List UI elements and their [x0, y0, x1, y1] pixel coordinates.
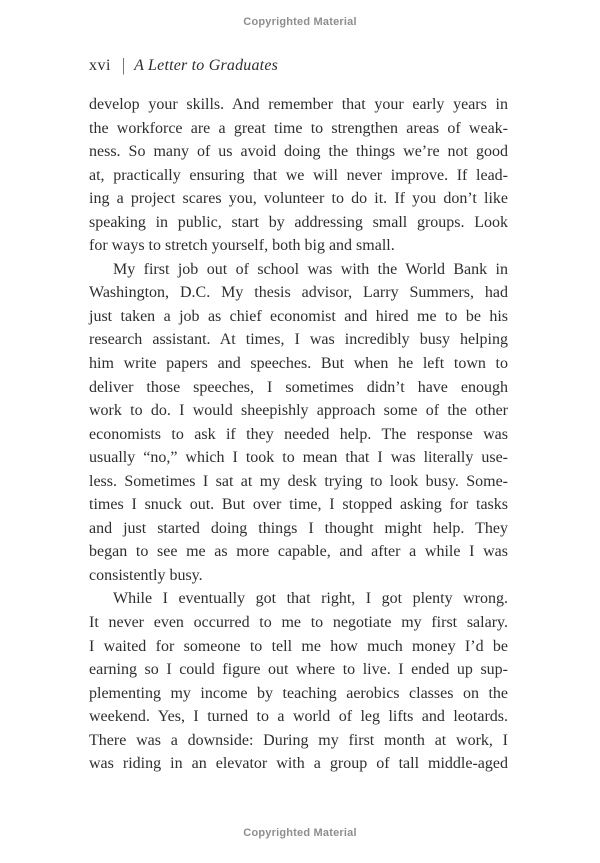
text-line: develop your skills. And remember that your early years in: [89, 96, 508, 113]
text-line: just taken a job as chief economist and hired me to be his: [89, 307, 508, 325]
text-line: speaking in public, start by addressing small groups. Look: [89, 213, 508, 231]
page-number: xvi: [89, 57, 111, 74]
text-line: the workforce are a great time to strengthen areas of weak-: [89, 119, 508, 137]
text-line: My first job out of school was with the World Bank in: [113, 260, 508, 278]
text-line: deliver those speeches, I sometimes didn’t have enough: [89, 378, 508, 396]
text-line: earning so I could figure out where to live. I ended up sup-: [89, 661, 508, 679]
chapter-title: A Letter to Graduates: [134, 57, 279, 74]
copyright-notice-top: Copyrighted Material: [243, 16, 357, 28]
text-line: usually “no,” which I took to mean that I was literally use-: [89, 449, 508, 467]
text-line: There was a downside: During my first month at work, I: [89, 731, 508, 749]
body-text: [89, 93, 508, 776]
text-line: and just started doing things I thought might help. They: [89, 519, 508, 537]
page-header: [89, 57, 278, 75]
copyright-notice-bottom: Copyrighted Material: [243, 827, 357, 839]
text-line: I waited for someone to tell me how much money I’d be: [89, 637, 508, 655]
text-line: ing a project scares you, volunteer to do it. If you don’t like: [89, 190, 508, 208]
text-line: research assistant. At times, I was incredibly busy helping: [89, 331, 508, 349]
text-line: consistently busy.: [89, 566, 203, 584]
text-line: Washington, D.C. My thesis advisor, Larry Summers, had: [89, 284, 508, 302]
text-line: work to do. I would sheepishly approach some of the other: [89, 402, 508, 420]
text-line: him write papers and speeches. But when he left town to: [89, 355, 508, 373]
text-line: was riding in an elevator with a group of tall middle-aged: [89, 755, 508, 773]
header-separator: |: [121, 56, 126, 75]
text-line: weekend. Yes, I turned to a world of leg lifts and leotards.: [89, 708, 508, 726]
text-line: ness. So many of us avoid doing the things we’re not good: [89, 143, 508, 161]
text-line: While I eventually got that right, I got plenty wrong.: [113, 590, 508, 608]
text-line: for ways to stretch yourself, both big and small.: [89, 237, 395, 255]
text-line: times I snuck out. But over time, I stopped asking for tasks: [89, 496, 508, 514]
text-line: It never even occurred to me to negotiate my first salary.: [89, 614, 508, 632]
text-line: less. Sometimes I sat at my desk trying to look busy. Some-: [89, 472, 508, 490]
text-line: economists to ask if they needed help. The response was: [89, 425, 508, 443]
text-line: began to see me as more capable, and after a while I was: [89, 543, 508, 561]
text-line: at, practically ensuring that we will never improve. If lead-: [89, 166, 508, 184]
text-line: plementing my income by teaching aerobics classes on the: [89, 684, 508, 702]
